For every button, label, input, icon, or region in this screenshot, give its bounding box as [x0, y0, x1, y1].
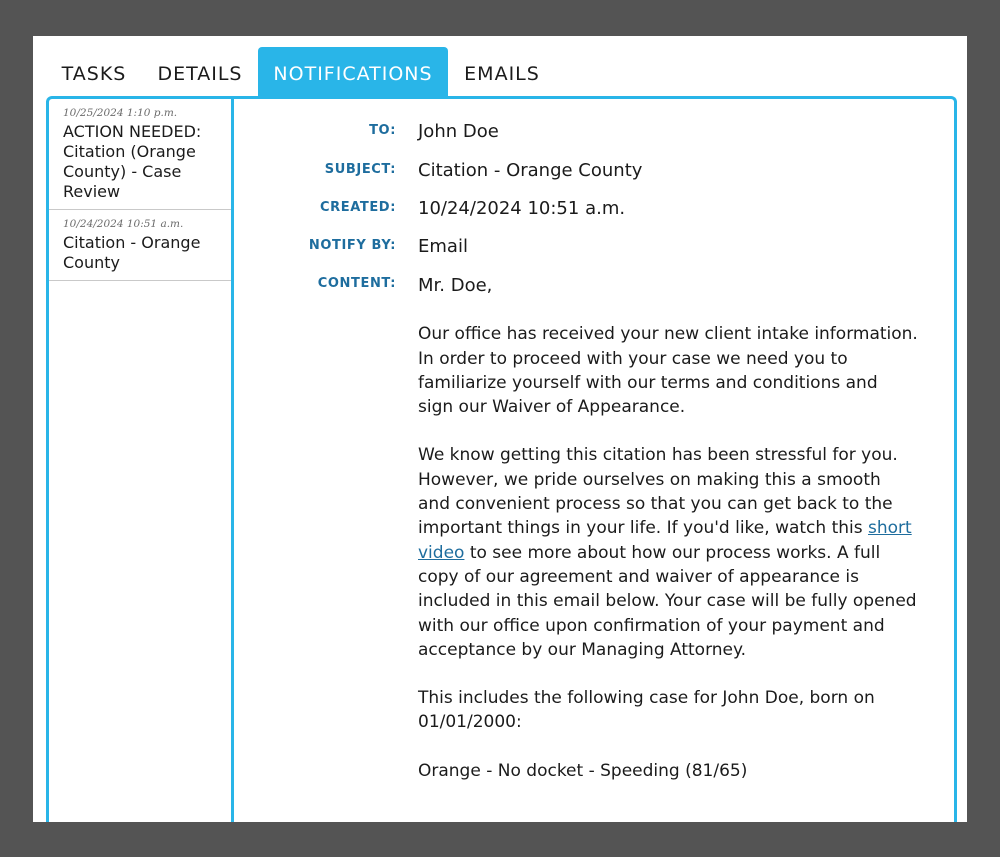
notification-list	[49, 99, 234, 822]
list-item[interactable]	[49, 210, 231, 281]
content-body	[418, 274, 918, 807]
tab-details[interactable]: DETAILS	[157, 63, 243, 85]
content-paragraph: Our office has received your new client intake information. In order to proceed with your case we need you to familiarize yourself with our terms and conditions and sign our Waiver of Appearance.	[418, 324, 918, 418]
content-label: CONTENT:	[317, 276, 396, 291]
content-paragraph: Orange - No docket - Speeding (81/65)	[418, 760, 748, 781]
to-value: John Doe	[418, 121, 499, 142]
tab-notifications[interactable]: NOTIFICATIONS	[258, 47, 448, 97]
notify-by-label: NOTIFY BY:	[308, 238, 396, 253]
list-item-date: 10/24/2024 10:51 a.m.	[63, 218, 184, 230]
tab-content-frame	[46, 96, 957, 822]
created-label: CREATED:	[319, 200, 396, 215]
created-value: 10/24/2024 10:51 a.m.	[418, 198, 626, 219]
tab-tasks[interactable]: TASKS	[61, 63, 127, 85]
subject-label: SUBJECT:	[324, 162, 396, 177]
notification-detail	[234, 99, 954, 822]
short-video-link[interactable]: short video	[418, 518, 912, 563]
to-label: TO:	[369, 123, 396, 138]
tab-emails[interactable]: EMAILS	[464, 63, 540, 85]
subject-value: Citation - Orange County	[418, 160, 643, 181]
content-paragraph: This includes the following case for John Doe, born on 01/01/2000:	[418, 688, 875, 733]
list-item[interactable]	[49, 99, 231, 210]
content-text: to see more about how our process works. A full copy of our agreement and waiver of appearance is included in this email below. Your case will be fully opened with our office upon confirmation of your payment and acceptance by our Managing Attorney.	[418, 542, 917, 660]
list-item-title: ACTION NEEDED: Citation (Orange County) - Case Review	[63, 122, 202, 201]
content-greeting: Mr. Doe,	[418, 275, 493, 296]
notifications-panel	[33, 36, 967, 822]
content-paragraph	[418, 443, 918, 662]
list-item-title: Citation - Orange County	[63, 233, 201, 272]
list-item-date: 10/25/2024 1:10 p.m.	[63, 107, 178, 119]
notify-by-value: Email	[418, 236, 468, 257]
tab-bar	[33, 47, 967, 97]
content-text: We know getting this citation has been stressful for you. However, we pride ourselves on making this a smooth and convenient process so that you can get back to the important things in your life. If you'd like, watch this	[418, 445, 898, 539]
